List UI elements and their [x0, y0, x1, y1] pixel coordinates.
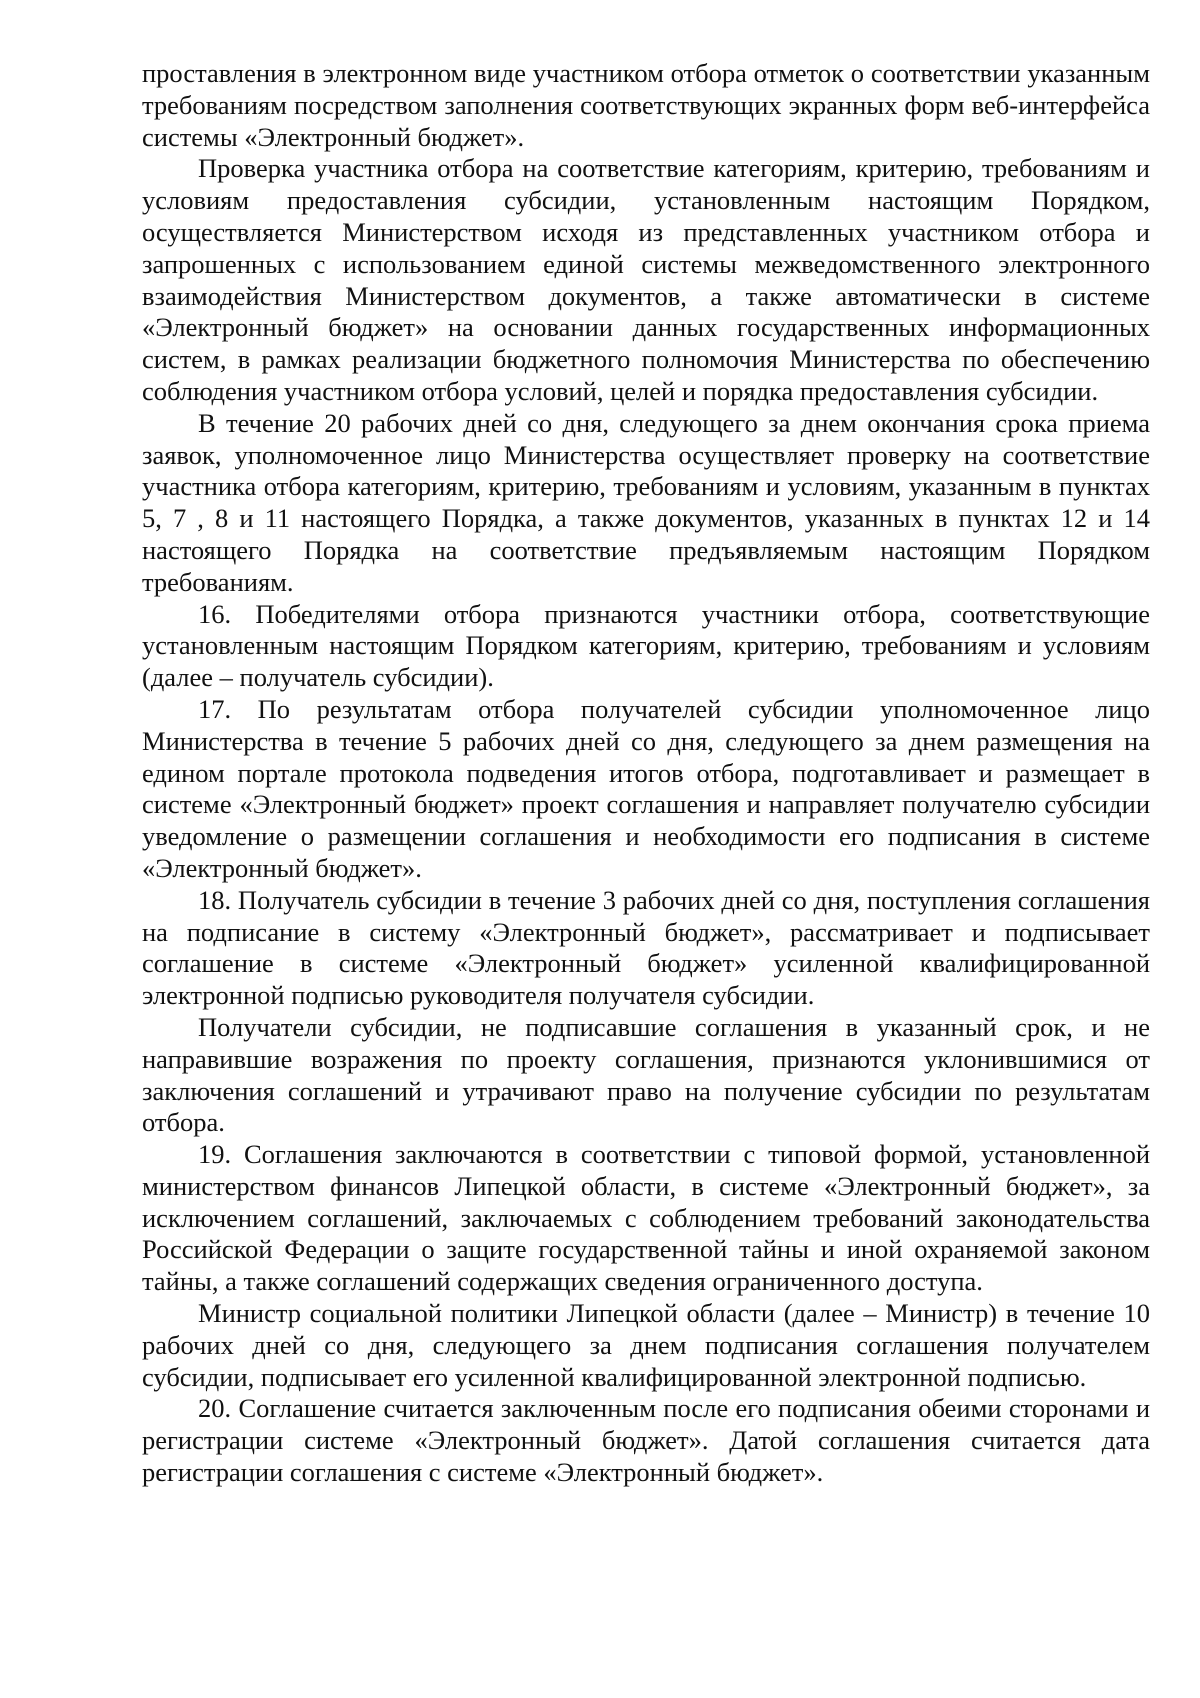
paragraph-18: 18. Получатель субсидии в течение 3 рабочих дней со дня, поступления соглашения на подписание в систему «Электронный бюджет», рассматривает и подписывает соглашение в системе «Электронный бюджет» усиленной квалифицированной электронной подписью руководителя получателя субсидии.	[142, 884, 1150, 1011]
paragraph-17: 17. По результатам отбора получателей субсидии уполномоченное лицо Министерства в течение 5 рабочих дней со дня, следующего за днем размещения на едином портале протокола подведения итогов отбора, подготавливает и размещает в системе «Электронный бюджет» проект соглашения и направляет получателю субсидии уведомление о размещении соглашения и необходимости его подписания в системе «Электронный бюджет».	[142, 693, 1150, 883]
paragraph-2: Проверка участника отбора на соответствие категориям, критерию, требованиям и условиям предоставления субсидии, установленным настоящим Порядком, осуществляется Министерством исходя из представленных участником отбора и запрошенных с использованием единой системы межведомственного электронного взаимодействия Министерством документов, а также автоматически в системе «Электронный бюджет» на основании данных государственных информационных систем, в рамках реализации бюджетного полномочия Министерства по обеспечению соблюдения участником отбора условий, целей и порядка предоставления субсидии.	[142, 153, 1150, 406]
paragraph-3: В течение 20 рабочих дней со дня, следующего за днем окончания срока приема заявок, уполномоченное лицо Министерства осуществляет проверку на соответствие участника отбора категориям, критерию, требованиям и условиям, указанным в пунктах 5, 7 , 8 и 11 настоящего Порядка, а также документов, указанных в пунктах 12 и 14 настоящего Порядка на соответствие предъявляемым настоящим Порядком требованиям.	[142, 407, 1150, 597]
paragraph-1: проставления в электронном виде участником отбора отметок о соответствии указанным требованиям посредством заполнения соответствующих экранных форм веб-интерфейса системы «Электронный бюджет».	[142, 58, 1150, 152]
paragraph-18-recipients: Получатели субсидии, не подписавшие соглашения в указанный срок, и не направившие возражения по проекту соглашения, признаются уклонившимися от заключения соглашений и утрачивают право на получение субсидии по результатам отбора.	[142, 1011, 1150, 1138]
paragraph-19-minister: Министр социальной политики Липецкой области (далее – Министр) в течение 10 рабочих дней со дня, следующего за днем подписания соглашения получателем субсидии, подписывает его усиленной квалифицированной электронной подписью.	[142, 1298, 1150, 1392]
paragraph-19: 19. Соглашения заключаются в соответствии с типовой формой, установленной министерством финансов Липецкой области, в системе «Электронный бюджет», за исключением соглашений, заключаемых с соблюдением требований законодательства Российской Федерации о защите государственной тайны и иной охраняемой законом тайны, а также соглашений содержащих сведения ограниченного доступа.	[142, 1139, 1150, 1297]
paragraph-16: 16. Победителями отбора признаются участники отбора, соответствующие установленным настоящим Порядком категориям, критерию, требованиям и условиям (далее – получатель субсидии).	[142, 598, 1150, 693]
document-page	[142, 58, 1150, 1489]
paragraph-20: 20. Соглашение считается заключенным после его подписания обеими сторонами и регистрации системе «Электронный бюджет». Датой соглашения считается дата регистрации соглашения с системе «Электронный бюджет».	[142, 1393, 1150, 1488]
